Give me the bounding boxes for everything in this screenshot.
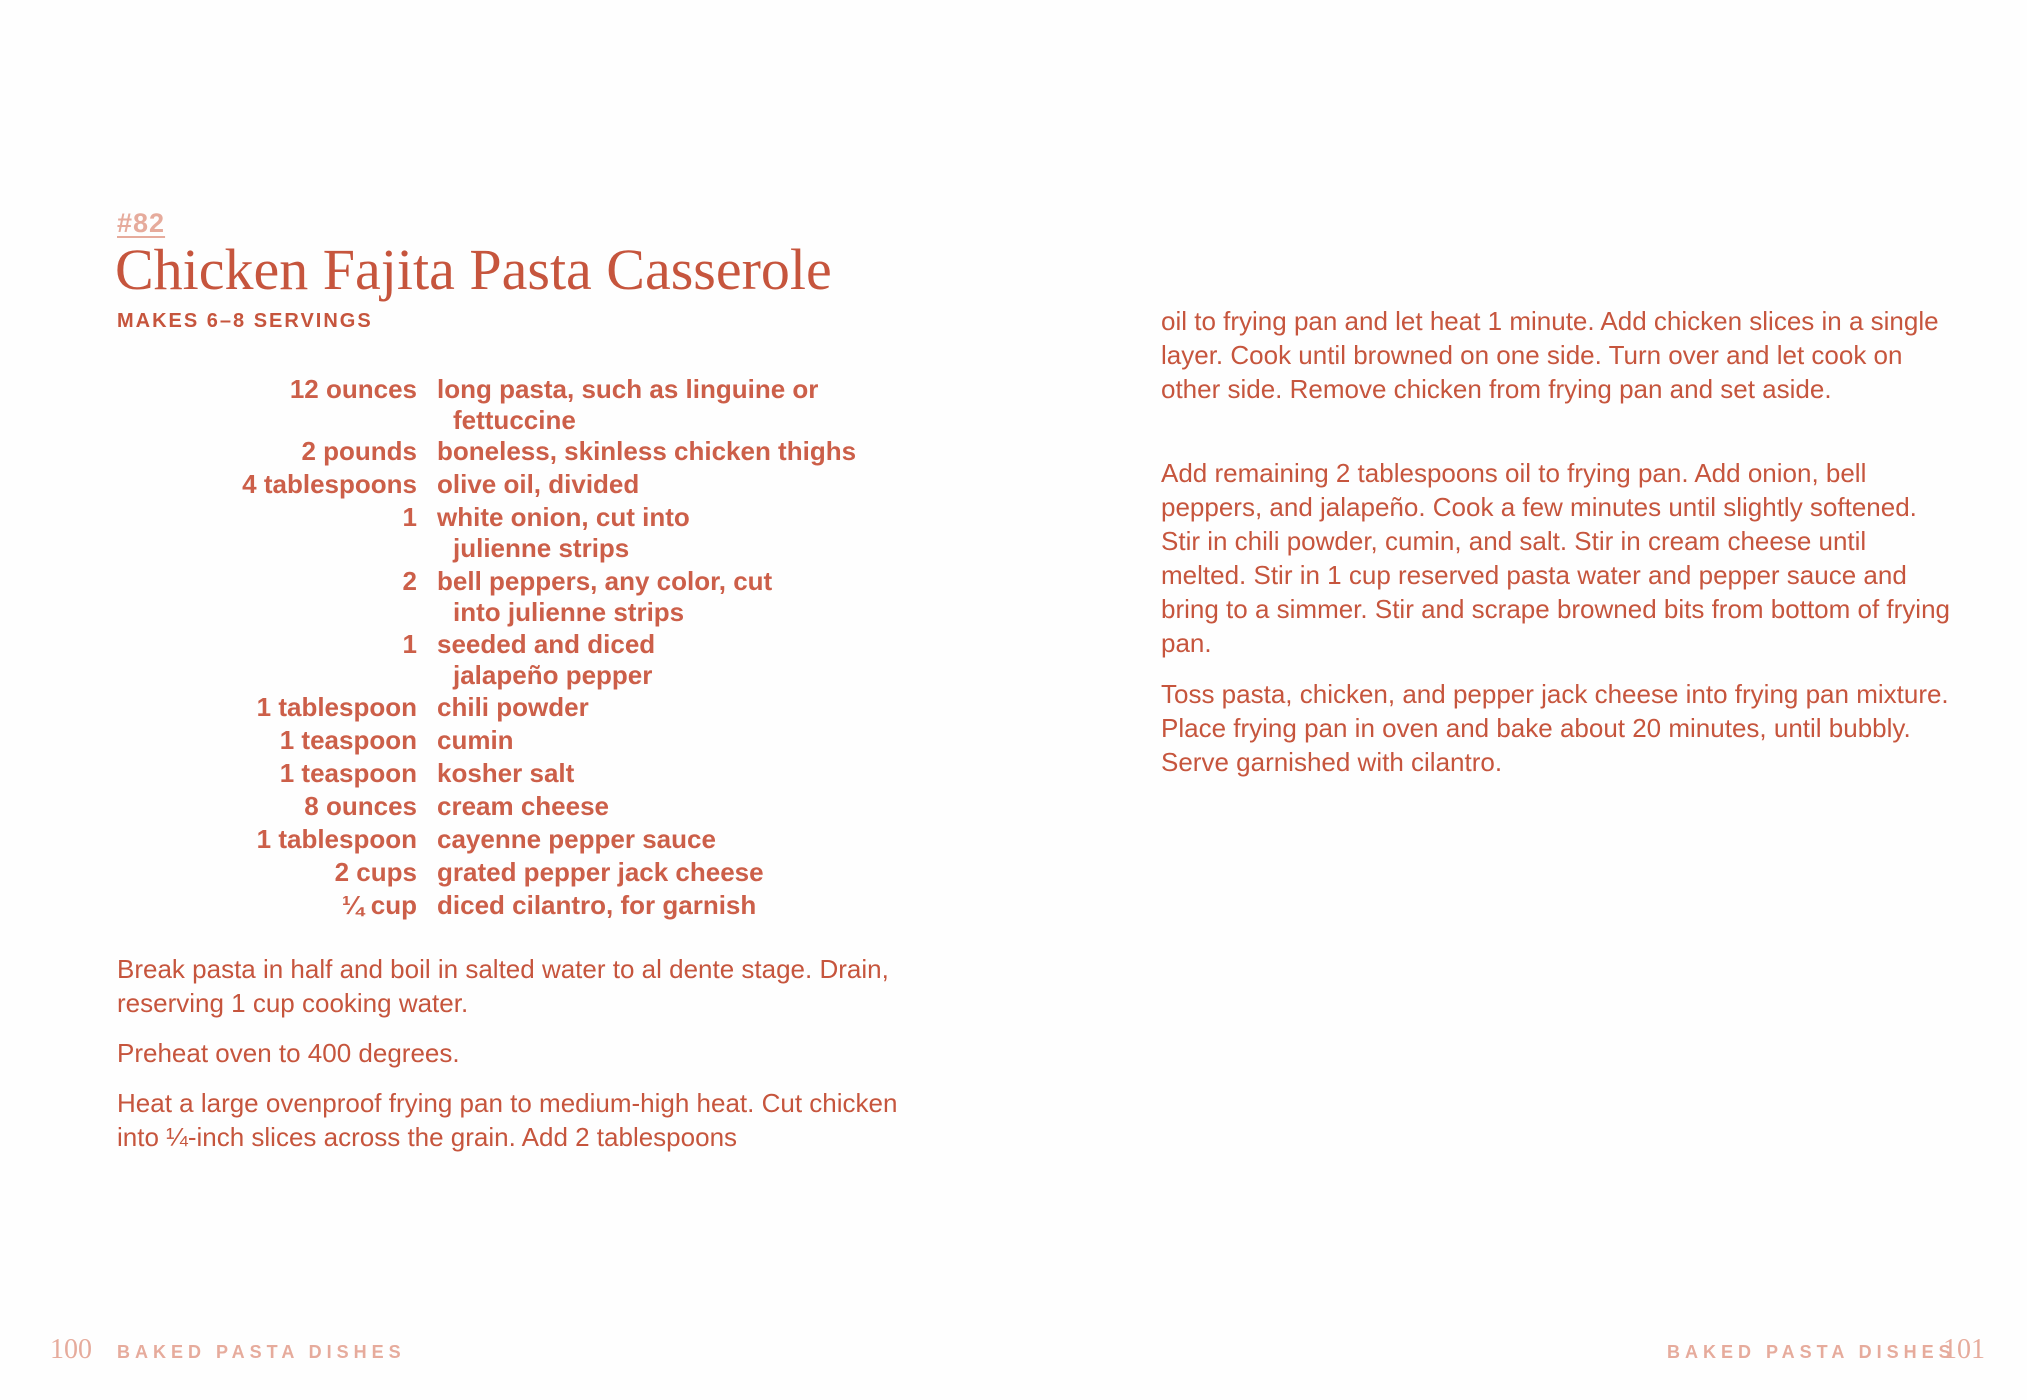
method-step: oil to frying pan and let heat 1 minute. Add chicken slices in a single layer. Cook until browned on one side. Turn over and let cook on other side. Remove chicken from frying pan and set aside. — [1161, 306, 1939, 404]
ingredient-quantity: 1 teaspoon — [279, 758, 417, 788]
ingredient-quantity: ¼ cup — [341, 890, 417, 920]
ingredient-row — [0, 629, 1013, 692]
ingredient-row — [0, 890, 1013, 923]
page-number: 101 — [1943, 1334, 1985, 1365]
ingredient-quantity: 1 tablespoon — [256, 692, 417, 722]
ingredient-quantity: 1 — [402, 629, 417, 659]
ingredient-name: cumin — [437, 725, 514, 755]
ingredient-row — [0, 791, 1013, 824]
ingredient-name: seeded and diced jalapeño pepper — [437, 629, 656, 690]
ingredient-quantity: 4 tablespoons — [242, 469, 417, 499]
running-head: BAKED PASTA DISHES — [117, 1342, 406, 1362]
ingredient-name: cayenne pepper sauce — [437, 824, 716, 854]
ingredient-row — [0, 374, 1013, 436]
ingredient-quantity: 1 teaspoon — [279, 725, 417, 755]
ingredient-name: diced cilantro, for garnish — [437, 890, 757, 920]
recipe-number: #82 — [117, 208, 166, 238]
method-step: Toss pasta, chicken, and pepper jack cheese into frying pan mixture. Place frying pan in oven and bake about 20 minutes, until bubbly. Serve garnished with cilantro. — [1161, 679, 1949, 777]
ingredient-list — [0, 374, 1013, 923]
ingredient-row — [0, 469, 1013, 502]
ingredient-row — [0, 566, 1013, 629]
ingredient-name: kosher salt — [437, 758, 575, 788]
right-page — [1013, 0, 2027, 1400]
ingredient-quantity: 2 pounds — [301, 436, 417, 466]
method-step: Heat a large ovenproof frying pan to medium-high heat. Cut chicken into ¼-inch slices across the grain. Add 2 tablespoons — [117, 1088, 898, 1152]
method-step: Break pasta in half and boil in salted water to al dente stage. Drain, reserving 1 cup cooking water. — [117, 954, 889, 1018]
ingredient-quantity: 12 ounces — [289, 374, 417, 404]
ingredient-name: cream cheese — [437, 791, 610, 821]
ingredient-quantity: 8 ounces — [304, 791, 417, 821]
ingredient-name: boneless, skinless chicken thighs — [437, 436, 857, 466]
running-head: BAKED PASTA DISHES — [1667, 1342, 1956, 1362]
ingredient-quantity: 2 — [402, 566, 417, 596]
ingredient-row — [0, 436, 1013, 469]
method-step: Preheat oven to 400 degrees. — [117, 1038, 460, 1068]
ingredient-name: chili powder — [437, 692, 589, 722]
ingredient-name: olive oil, divided — [437, 469, 640, 499]
method-step: Add remaining 2 tablespoons oil to frying pan. Add onion, bell peppers, and jalapeño. Cook a few minutes until slightly softened. Stir in chili powder, cumin, and salt. Stir in cream cheese until melted. Stir in 1 cup reserved pasta water and pepper sauce and bring to a simmer. Stir and scrape browned bits from bottom of frying pan. — [1161, 458, 1951, 658]
ingredient-name: bell peppers, any color, cut into julienne strips — [437, 566, 773, 627]
ingredient-row — [0, 692, 1013, 725]
page-number: 100 — [50, 1334, 92, 1365]
left-page — [0, 0, 1013, 1400]
ingredient-name: long pasta, such as linguine or fettuccine — [437, 374, 819, 435]
ingredient-row — [0, 857, 1013, 890]
ingredient-row — [0, 824, 1013, 857]
ingredient-quantity: 1 — [402, 502, 417, 532]
ingredient-name: grated pepper jack cheese — [437, 857, 764, 887]
ingredient-name: white onion, cut into julienne strips — [437, 502, 690, 563]
ingredient-quantity: 2 cups — [334, 857, 417, 887]
recipe-title: Chicken Fajita Pasta Casserole — [115, 237, 832, 302]
ingredient-row — [0, 758, 1013, 791]
ingredient-row — [0, 502, 1013, 566]
ingredient-row — [0, 725, 1013, 758]
ingredient-quantity: 1 tablespoon — [256, 824, 417, 854]
servings-line: MAKES 6–8 SERVINGS — [117, 310, 373, 332]
